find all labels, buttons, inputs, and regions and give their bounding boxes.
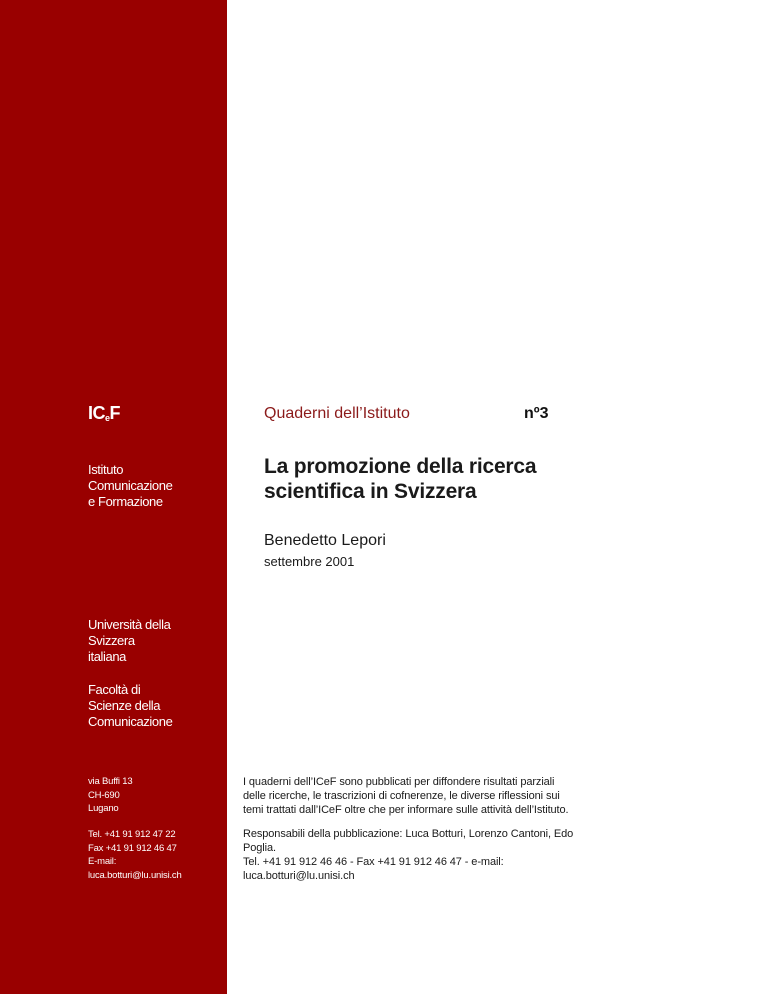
responsibles-info: Responsabili della pubblicazione: Luca Botturi, Lorenzo Cantoni, Edo Poglia. Tel. +41 91 912 46 46 - Fax +41 91 912 46 47 - e-mail: luca.botturi@lu.unisi.ch xyxy=(243,828,574,882)
address: via Buffi 13 CH-690 Lugano xyxy=(88,776,133,814)
publication-date: settembre 2001 xyxy=(264,554,355,569)
issue-number: nº3 xyxy=(524,405,549,422)
institute-name: Istituto Comunicazione e Formazione xyxy=(88,462,173,509)
faculty-name: Facoltà di Scienze della Comunicazione xyxy=(88,682,173,729)
document-title: La promozione della ricerca scientifica in Svizzera xyxy=(264,455,537,503)
series-title: Quaderni dell’Istituto xyxy=(264,405,410,422)
author-name: Benedetto Lepori xyxy=(264,532,386,549)
sidebar xyxy=(0,0,227,994)
contact-info: Tel. +41 91 912 47 22 Fax +41 91 912 46 47 E-mail: luca.botturi@lu.unisi.ch xyxy=(88,829,182,881)
series-description: I quaderni dell’ICeF sono pubblicati per diffondere risultati parziali delle ricerche, le trascrizioni di cofnerenze, le diverse riflessioni sui temi trattati dall’ICeF oltre che per informare sulle attività dell’Istituto. xyxy=(243,776,569,816)
icef-logo: $IC_eF$ xyxy=(88,403,121,423)
university-name: Università della Svizzera italiana xyxy=(88,617,171,664)
